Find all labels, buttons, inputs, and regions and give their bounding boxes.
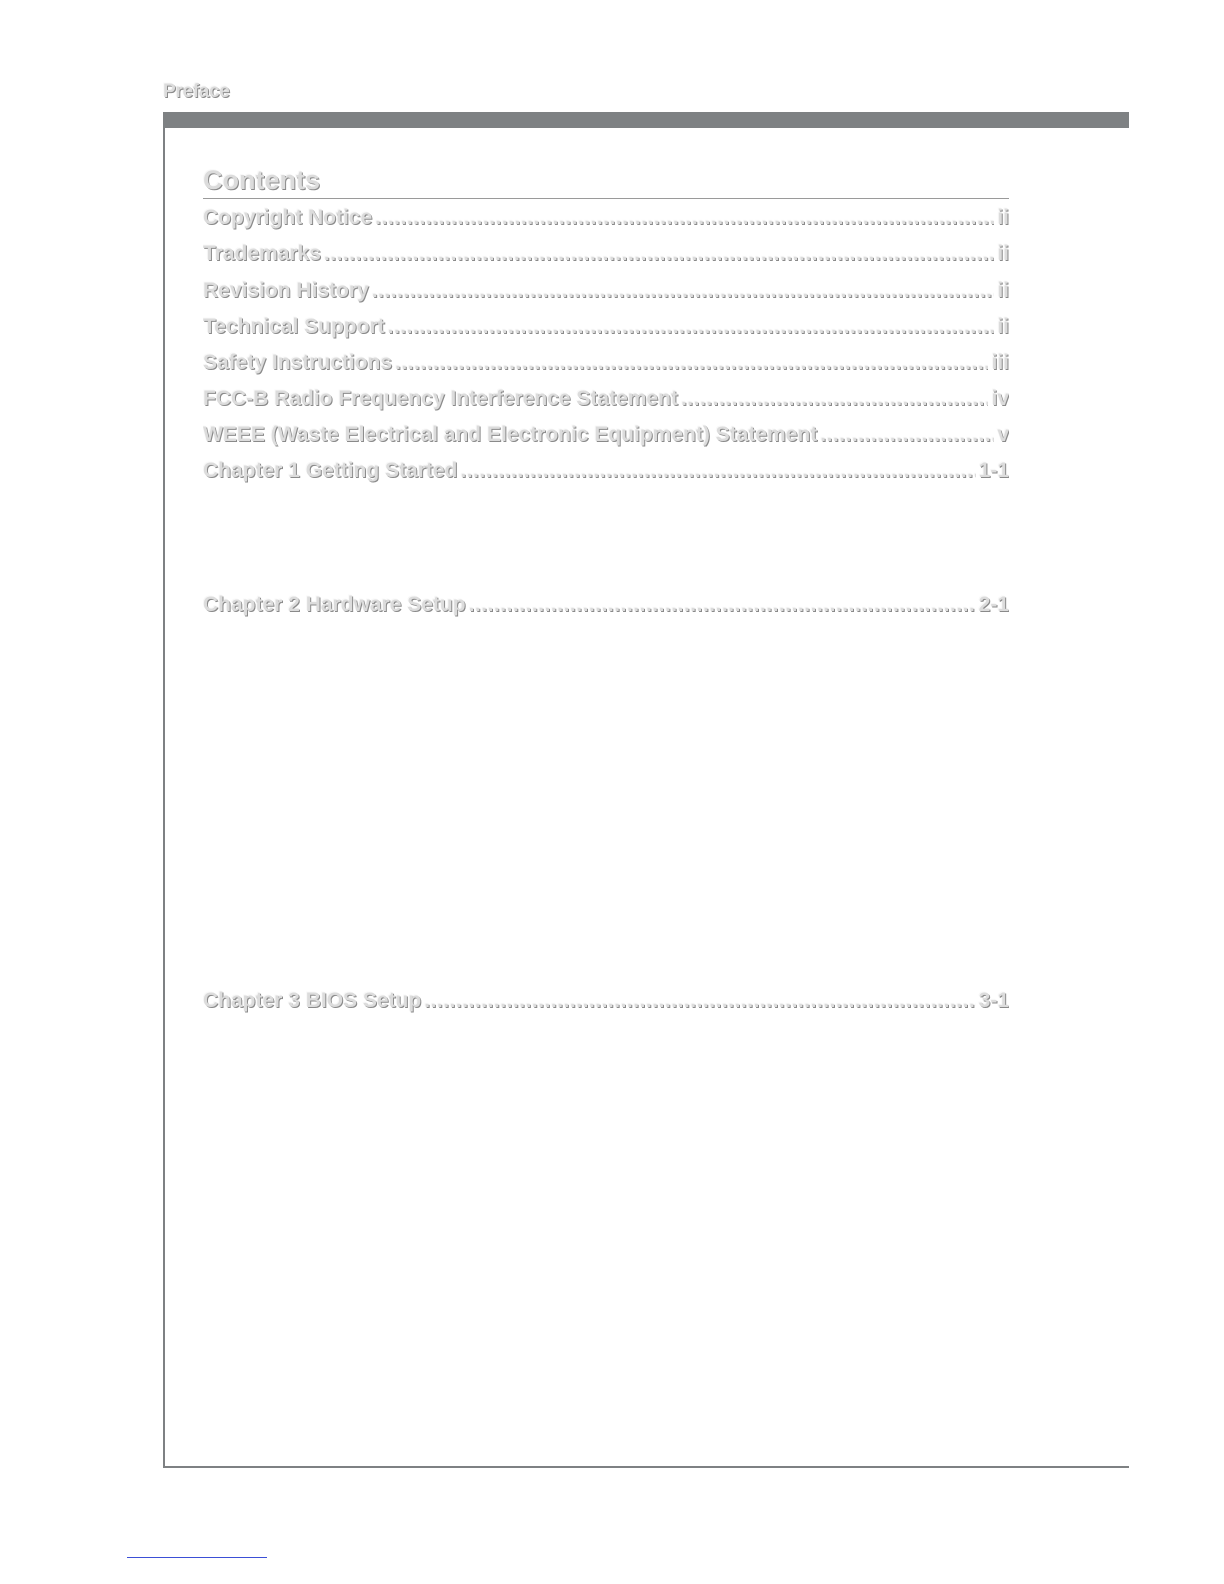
toc-entry-text: Technical Support [203,315,385,338]
toc-page-number: v [997,423,1009,446]
toc-dot-leader [820,423,994,447]
toc-dot-leader [460,459,975,483]
toc-entry-text: Safety Instructions [203,351,393,374]
toc-entry-trademarks[interactable] [203,242,1009,266]
toc-entry-safety-instructions[interactable] [203,351,1009,375]
toc-dot-leader [372,279,995,303]
toc-entry-chapter-3[interactable] [203,989,1009,1013]
toc-dot-leader [395,351,988,375]
toc-entry-copyright-notice[interactable] [203,206,1009,230]
left-border-rule [163,112,165,1468]
toc-dot-leader [469,593,976,617]
toc-entry-text: Chapter 1 Getting Started [203,459,458,482]
toc-entry-technical-support[interactable] [203,315,1009,339]
toc-page-number: iii [991,351,1009,374]
toc-dot-leader [681,387,989,411]
contents-title: Contents [203,165,320,195]
toc-entry-text: Chapter 2 Hardware Setup [203,593,466,616]
toc-entry-text: Trademarks [203,242,321,265]
toc-entry-fcc-b-statement[interactable] [203,387,1009,411]
section-label: Preface [163,81,230,102]
toc-dot-leader [375,206,994,230]
toc-entry-text: Copyright Notice [203,206,373,229]
toc-page-number: ii [997,315,1009,338]
toc-entry-weee-statement[interactable] [203,423,1009,447]
toc-page-number: 3-1 [978,989,1009,1012]
toc-entry-text: Revision History [203,279,369,302]
toc-page-number: ii [997,279,1009,302]
toc-dot-leader [324,242,994,266]
toc-entry-revision-history[interactable] [203,279,1009,303]
bottom-border-rule [163,1466,1129,1468]
toc-entry-text: Chapter 3 BIOS Setup [203,989,422,1012]
toc-entry-text: FCC-B Radio Frequency Interference Statement [203,387,678,410]
toc-page-number: 2-1 [978,593,1009,616]
toc-page-number: ii [997,242,1009,265]
toc-entry-chapter-1[interactable] [203,459,1009,483]
toc-page-number: 1-1 [978,459,1009,482]
toc-dot-leader [388,315,995,339]
toc-page-number: iv [991,387,1009,410]
toc-page-number: ii [997,206,1009,229]
toc-entry-text: WEEE (Waste Electrical and Electronic Equipment) Statement [203,423,818,446]
header-bar [163,112,1129,128]
title-underline [203,198,1009,199]
toc-dot-leader [424,989,975,1013]
footer-link-underline[interactable] [127,1557,267,1558]
toc-entry-chapter-2[interactable] [203,593,1009,617]
